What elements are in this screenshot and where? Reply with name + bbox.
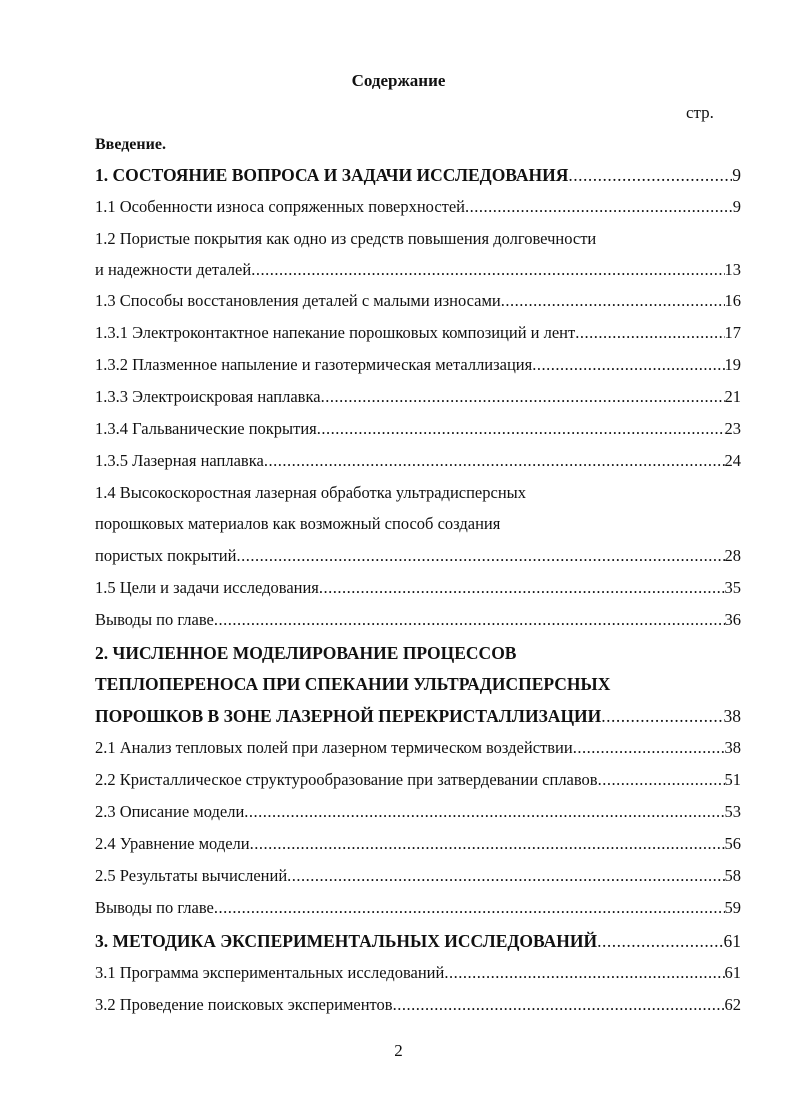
toc-entry-text: 1.3.4 Гальванические покрытия <box>95 419 317 438</box>
toc-dot-leader <box>236 545 724 567</box>
toc-entry-text: пористых покрытий <box>95 546 237 565</box>
page-title: Содержание <box>351 71 446 90</box>
toc-entry-text: 1.2 Пористые покрытия как одно из средств повышения долговечности <box>95 229 597 248</box>
toc-entry-text: и надежности деталей <box>95 260 252 279</box>
toc-entry-page: 58 <box>724 866 741 885</box>
toc-dot-leader <box>532 354 724 376</box>
toc-entry-page: 9 <box>732 165 741 185</box>
toc-entry <box>95 897 741 919</box>
toc-entry-page: 17 <box>724 323 741 342</box>
toc-entry-text: 1.1 Особенности износа сопряженных поверхностей <box>95 197 466 216</box>
toc-entry-page: 61 <box>724 963 741 982</box>
toc-entry <box>95 482 741 504</box>
toc-dot-leader <box>264 450 725 472</box>
toc-entry-page: 36 <box>724 610 741 629</box>
toc-entry-chapter-2 <box>95 642 741 664</box>
toc-dot-leader <box>214 609 725 631</box>
toc-entry-page: 35 <box>724 578 741 597</box>
toc-dot-leader <box>501 290 725 312</box>
toc-entry-text: 1.3.2 Плазменное напыление и газотермическая металлизация <box>95 355 533 374</box>
toc-entry <box>95 962 741 984</box>
toc-entry-text: 1.3.5 Лазерная наплавка <box>95 451 264 470</box>
toc-entry-page: 13 <box>724 260 741 279</box>
toc-entry-chapter-1 <box>95 164 741 186</box>
toc-dot-leader <box>287 865 724 887</box>
toc-dot-leader <box>214 897 725 919</box>
toc-entry <box>95 865 741 887</box>
toc-entry-page: 21 <box>724 387 741 406</box>
toc-dot-leader <box>568 164 732 186</box>
toc-entry-chapter-2 <box>95 673 741 695</box>
toc-entry <box>95 196 741 218</box>
toc-entry <box>95 386 741 408</box>
toc-entry <box>95 737 741 759</box>
toc-entry-text: 1.3 Способы восстановления деталей с малыми износами <box>95 291 501 310</box>
toc-entry <box>95 609 741 631</box>
toc-entry-text: порошковых материалов как возможный способ создания <box>95 514 501 533</box>
toc-entry <box>95 322 741 344</box>
toc-entry <box>95 801 741 823</box>
toc-dot-leader <box>244 801 724 823</box>
toc-entry-text: 1. СОСТОЯНИЕ ВОПРОСА И ЗАДАЧИ ИССЛЕДОВАНИЯ <box>95 165 569 185</box>
toc-entry-text: ПОРОШКОВ В ЗОНЕ ЛАЗЕРНОЙ ПЕРЕКРИСТАЛЛИЗАЦИИ <box>95 706 602 726</box>
toc-entry-text: 2.5 Результаты вычислений <box>95 866 288 885</box>
toc-dot-leader <box>250 833 725 855</box>
toc-entry-text: ТЕПЛОПЕРЕНОСА ПРИ СПЕКАНИИ УЛЬТРАДИСПЕРСНЫХ <box>95 674 611 694</box>
page-number: 2 <box>394 1041 403 1060</box>
toc-entry-page: 9 <box>732 197 741 216</box>
toc-entry <box>95 418 741 440</box>
toc-dot-leader <box>598 769 725 791</box>
toc-entry-chapter-3 <box>95 930 741 952</box>
toc-entry-page: 62 <box>724 995 741 1014</box>
toc-dot-leader <box>465 196 733 218</box>
toc-entry-page: 56 <box>724 834 741 853</box>
toc-entry-text: Выводы по главе <box>95 610 214 629</box>
toc-entry <box>95 769 741 791</box>
page-column-label: стр. <box>686 103 714 122</box>
toc-entry-text: 3.1 Программа экспериментальных исследований <box>95 963 445 982</box>
toc-entry <box>95 545 741 567</box>
toc-entry-text: 3. МЕТОДИКА ЭКСПЕРИМЕНТАЛЬНЫХ ИССЛЕДОВАНИЙ <box>95 931 598 951</box>
toc-entry-page: 28 <box>724 546 741 565</box>
toc-entry-text: 1.5 Цели и задачи исследования <box>95 578 319 597</box>
toc-entry-text: 1.3.3 Электроискровая наплавка <box>95 387 321 406</box>
toc-entry-text: 2.1 Анализ тепловых полей при лазерном термическом воздействии <box>95 738 573 757</box>
toc-entry-text: 2.4 Уравнение модели <box>95 834 250 853</box>
toc-entry-page: 16 <box>724 291 741 310</box>
toc-dot-leader <box>575 322 724 344</box>
toc-dot-leader <box>319 577 725 599</box>
toc-entry <box>95 259 741 281</box>
toc-dot-leader <box>601 705 723 727</box>
toc-entry-page: 51 <box>724 770 741 789</box>
toc-entry-text: 1.4 Высокоскоростная лазерная обработка ультрадисперсных <box>95 483 526 502</box>
toc-dot-leader <box>321 386 725 408</box>
toc-intro-text: Введение. <box>95 136 166 153</box>
toc-dot-leader <box>393 994 725 1016</box>
toc-entry-page: 61 <box>723 931 741 951</box>
toc-dot-leader <box>317 418 725 440</box>
toc-entry <box>95 228 741 250</box>
toc-entry <box>95 354 741 376</box>
toc-entry <box>95 994 741 1016</box>
toc-entry <box>95 577 741 599</box>
toc-dot-leader <box>251 259 724 281</box>
toc-dot-leader <box>444 962 724 984</box>
toc-entry <box>95 513 741 535</box>
toc-entry <box>95 290 741 312</box>
toc-entry <box>95 450 741 472</box>
toc-entry-page: 24 <box>724 451 741 470</box>
toc-entry-page: 19 <box>724 355 741 374</box>
toc-dot-leader <box>597 930 723 952</box>
toc-dot-leader <box>573 737 725 759</box>
toc-entry-chapter-2 <box>95 705 741 727</box>
toc-entry-text: 2.3 Описание модели <box>95 802 245 821</box>
toc-intro <box>95 134 741 156</box>
toc-entry-text: 1.3.1 Электроконтактное напекание порошковых композиций и лент <box>95 323 576 342</box>
toc-entry-page: 38 <box>724 738 741 757</box>
toc-entry-page: 59 <box>724 898 741 917</box>
toc-entry-text: Выводы по главе <box>95 898 214 917</box>
toc-entry-text: 2. ЧИСЛЕННОЕ МОДЕЛИРОВАНИЕ ПРОЦЕССОВ <box>95 643 517 663</box>
toc-entry-page: 38 <box>723 706 741 726</box>
toc-entry-page: 23 <box>724 419 741 438</box>
toc-entry-text: 2.2 Кристаллическое структурообразование при затвердевании сплавов <box>95 770 598 789</box>
toc-entry-page: 53 <box>724 802 741 821</box>
toc-entry <box>95 833 741 855</box>
toc-entry-text: 3.2 Проведение поисковых экспериментов <box>95 995 393 1014</box>
